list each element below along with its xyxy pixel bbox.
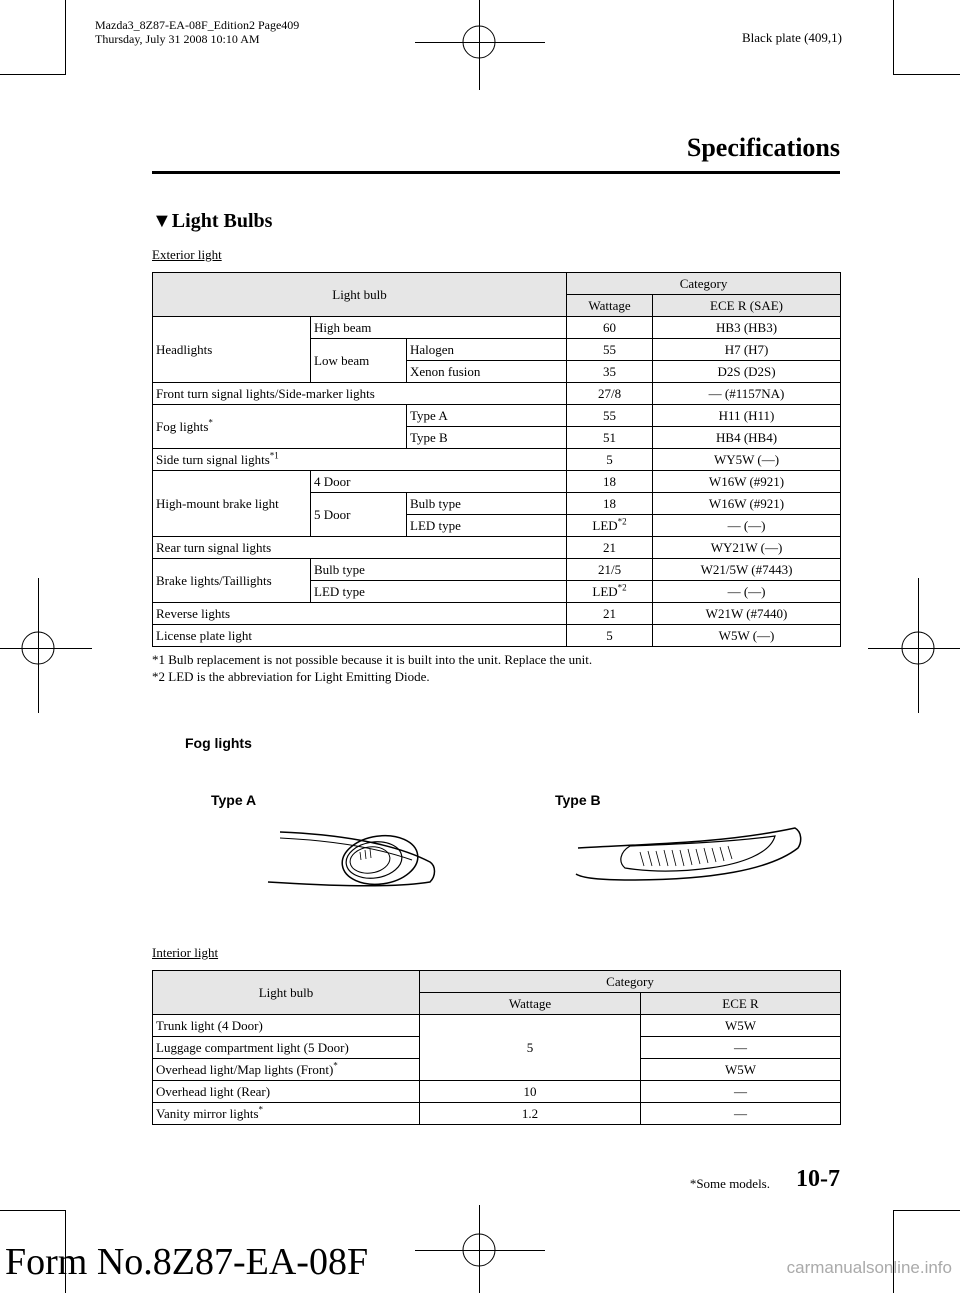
fog-lights-text: Fog lights: [156, 418, 209, 434]
rear-turn-wattage: 21: [567, 537, 653, 559]
headlights-label: Headlights: [153, 317, 311, 383]
reverse-code: W21W (#7440): [653, 603, 841, 625]
page-number: 10-7: [796, 1166, 840, 1192]
footnote-mark: *1: [269, 450, 279, 461]
overhead-front-text: Overhead light/Map lights (Front): [156, 1061, 334, 1077]
door4-label: 4 Door: [311, 471, 567, 493]
fog-type-b-code: HB4 (HB4): [653, 427, 841, 449]
some-models-mark: *: [333, 1060, 338, 1071]
halogen-code: H7 (H7): [653, 339, 841, 361]
section-title: Specifications: [686, 133, 840, 162]
vanity-wattage: 1.2: [420, 1103, 641, 1125]
high-beam-wattage: 60: [567, 317, 653, 339]
table-row: [153, 625, 841, 647]
col-category: Category: [420, 971, 841, 993]
file-header: [95, 18, 299, 46]
fog-type-b-wattage: 51: [567, 427, 653, 449]
door5-led-label: LED type: [407, 515, 567, 537]
rear-turn-code: WY21W (―): [653, 537, 841, 559]
file-header-line2: Thursday, July 31 2008 10:10 AM: [95, 32, 260, 46]
exterior-subheading: Exterior light: [152, 247, 222, 262]
led-text: LED: [592, 583, 618, 599]
col-light-bulb: Light bulb: [153, 971, 420, 1015]
license-code: W5W (―): [653, 625, 841, 647]
door5-bulb-wattage: 18: [567, 493, 653, 515]
table-row: [153, 317, 841, 339]
fog-type-a-wattage: 55: [567, 405, 653, 427]
front-turn-label: Front turn signal lights/Side-marker lights: [153, 383, 567, 405]
door5-label: 5 Door: [311, 493, 407, 537]
footnote-mark: *2: [617, 582, 627, 593]
door5-led-wattage: [567, 515, 653, 537]
illustration-title: Fog lights: [185, 735, 252, 751]
some-models-mark: *: [208, 417, 213, 428]
table-header-row: [153, 273, 841, 295]
col-wattage: Wattage: [567, 295, 653, 317]
col-category: Category: [567, 273, 841, 295]
vanity-label: [153, 1103, 420, 1125]
door5-bulb-code: W16W (#921): [653, 493, 841, 515]
fog-type-a-code: H11 (H11): [653, 405, 841, 427]
license-label: License plate light: [153, 625, 567, 647]
door4-code: W16W (#921): [653, 471, 841, 493]
vanity-code: ―: [641, 1103, 841, 1125]
side-turn-text: Side turn signal lights: [156, 451, 270, 467]
form-number: Form No.8Z87-EA-08F: [5, 1241, 369, 1283]
side-turn-wattage: 5: [567, 449, 653, 471]
table-row: [153, 449, 841, 471]
brake-label: Brake lights/Taillights: [153, 559, 311, 603]
door5-bulb-label: Bulb type: [407, 493, 567, 515]
some-models-note: *Some models.: [689, 1176, 770, 1191]
col-standard: ECE R (SAE): [653, 295, 841, 317]
brake-bulb-code: W21/5W (#7443): [653, 559, 841, 581]
brake-led-label: LED type: [311, 581, 567, 603]
reverse-label: Reverse lights: [153, 603, 567, 625]
led-text: LED: [592, 517, 618, 533]
col-wattage: Wattage: [420, 993, 641, 1015]
table-row: [153, 1015, 841, 1037]
interior-light-table: [152, 970, 841, 1125]
file-header-line1: Mazda3_8Z87-EA-08F_Edition2 Page409: [95, 18, 300, 32]
luggage-code: ―: [641, 1037, 841, 1059]
hmbl-label: High-mount brake light: [153, 471, 311, 537]
fog-light-type-a-drawing: [262, 820, 442, 900]
front-turn-code: ― (#1157NA): [653, 383, 841, 405]
page-heading: [152, 210, 272, 233]
footnote-mark: *2: [617, 516, 627, 527]
shared-wattage: 5: [420, 1015, 641, 1081]
brake-bulb-label: Bulb type: [311, 559, 567, 581]
plate-label: Black plate (409,1): [742, 30, 842, 45]
table-row: [153, 603, 841, 625]
brake-led-wattage: [567, 581, 653, 603]
type-b-label: Type B: [555, 792, 601, 808]
rear-turn-label: Rear turn signal lights: [153, 537, 567, 559]
table-row: [153, 1081, 841, 1103]
table-row: [153, 405, 841, 427]
reverse-wattage: 21: [567, 603, 653, 625]
halogen-wattage: 55: [567, 339, 653, 361]
fog-type-b-label: Type B: [407, 427, 567, 449]
trunk-code: W5W: [641, 1015, 841, 1037]
high-beam-code: HB3 (HB3): [653, 317, 841, 339]
overhead-rear-label: Overhead light (Rear): [153, 1081, 420, 1103]
type-a-label: Type A: [211, 792, 257, 808]
trunk-label: Trunk light (4 Door): [153, 1015, 420, 1037]
triangle-marker-icon: ▼: [152, 210, 172, 232]
xenon-code: D2S (D2S): [653, 361, 841, 383]
high-beam-label: High beam: [311, 317, 567, 339]
overhead-rear-code: ―: [641, 1081, 841, 1103]
table-row: [153, 1103, 841, 1125]
door4-wattage: 18: [567, 471, 653, 493]
fog-light-type-b-drawing: [570, 818, 810, 893]
heading-title: Light Bulbs: [171, 210, 273, 232]
brake-bulb-wattage: 21/5: [567, 559, 653, 581]
table-row: [153, 383, 841, 405]
side-turn-label: [153, 449, 567, 471]
license-wattage: 5: [567, 625, 653, 647]
col-standard: ECE R: [641, 993, 841, 1015]
side-turn-code: WY5W (―): [653, 449, 841, 471]
table-row: [153, 471, 841, 493]
table-header-row: [153, 971, 841, 993]
vanity-text: Vanity mirror lights: [156, 1105, 259, 1121]
luggage-label: Luggage compartment light (5 Door): [153, 1037, 420, 1059]
exterior-light-table: [152, 272, 841, 647]
section-rule: [152, 171, 840, 174]
fog-type-a-label: Type A: [407, 405, 567, 427]
door5-led-code: ― (―): [653, 515, 841, 537]
overhead-rear-wattage: 10: [420, 1081, 641, 1103]
xenon-wattage: 35: [567, 361, 653, 383]
interior-subheading: Interior light: [152, 945, 219, 960]
table-row: [153, 559, 841, 581]
footnote-1: *1 Bulb replacement is not possible because it is built into the unit. Replace the unit.: [152, 652, 593, 667]
overhead-front-code: W5W: [641, 1059, 841, 1081]
brake-led-code: ― (―): [653, 581, 841, 603]
low-beam-label: Low beam: [311, 339, 407, 383]
xenon-label: Xenon fusion: [407, 361, 567, 383]
footnote-2: *2 LED is the abbreviation for Light Emitting Diode.: [152, 669, 430, 684]
col-light-bulb: Light bulb: [153, 273, 567, 317]
fog-lights-label: [153, 405, 407, 449]
front-turn-wattage: 27/8: [567, 383, 653, 405]
some-models-mark: *: [258, 1104, 264, 1115]
halogen-label: Halogen: [407, 339, 567, 361]
overhead-front-label: [153, 1059, 420, 1081]
watermark: carmanualsonline.info: [786, 1258, 952, 1277]
table-row: [153, 537, 841, 559]
